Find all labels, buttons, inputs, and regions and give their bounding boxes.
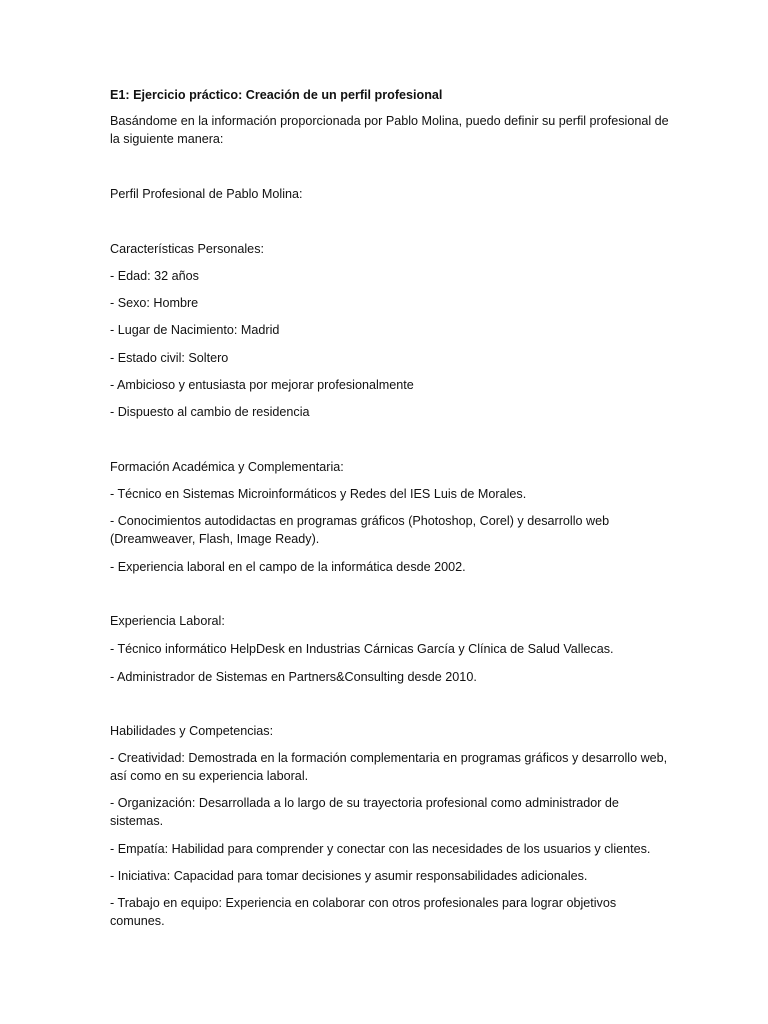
education-item-degree: - Técnico en Sistemas Microinformáticos y Redes del IES Luis de Morales.	[110, 487, 527, 501]
skill-item-empathy: - Empatía: Habilidad para comprender y conectar con las necesidades de los usuarios y clientes.	[110, 842, 651, 856]
skill-item-initiative: - Iniciativa: Capacidad para tomar decisiones y asumir responsabilidades adicionales.	[110, 869, 588, 883]
experience-item-sysadmin: - Administrador de Sistemas en Partners&Consulting desde 2010.	[110, 670, 477, 684]
document-title: E1: Ejercicio práctico: Creación de un perfil profesional	[110, 88, 443, 102]
personal-item-birthplace: - Lugar de Nacimiento: Madrid	[110, 323, 280, 337]
skill-item-teamwork: - Trabajo en equipo: Experiencia en colaborar con otros profesionales para lograr objetivos comunes.	[110, 896, 617, 928]
education-item-work-since: - Experiencia laboral en el campo de la informática desde 2002.	[110, 560, 466, 574]
education-item-selftaught: - Conocimientos autodidactas en programas gráficos (Photoshop, Corel) y desarrollo web (Dreamweaver, Flash, Image Ready).	[110, 514, 610, 546]
skill-item-creativity: - Creatividad: Demostrada en la formación complementaria en programas gráficos y desarrollo web, así como en su experiencia laboral.	[110, 751, 668, 783]
personal-item-civil-status: - Estado civil: Soltero	[110, 351, 229, 365]
personal-item-relocation: - Dispuesto al cambio de residencia	[110, 405, 310, 419]
intro-paragraph: Basándome en la información proporcionada por Pablo Molina, puedo definir su perfil profesional de la siguiente manera:	[110, 114, 669, 146]
skill-item-organization: - Organización: Desarrollada a lo largo de su trayectoria profesional como administrador de sistemas.	[110, 796, 619, 828]
personal-heading: Características Personales:	[110, 242, 264, 256]
personal-item-ambition: - Ambicioso y entusiasta por mejorar profesionalmente	[110, 378, 414, 392]
profile-heading: Perfil Profesional de Pablo Molina:	[110, 187, 303, 201]
experience-item-helpdesk: - Técnico informático HelpDesk en Industrias Cárnicas García y Clínica de Salud Vallecas.	[110, 642, 614, 656]
personal-item-sex: - Sexo: Hombre	[110, 296, 199, 310]
skills-heading: Habilidades y Competencias:	[110, 724, 274, 738]
personal-item-age: - Edad: 32 años	[110, 269, 199, 283]
education-heading: Formación Académica y Complementaria:	[110, 460, 344, 474]
experience-heading: Experiencia Laboral:	[110, 614, 225, 628]
